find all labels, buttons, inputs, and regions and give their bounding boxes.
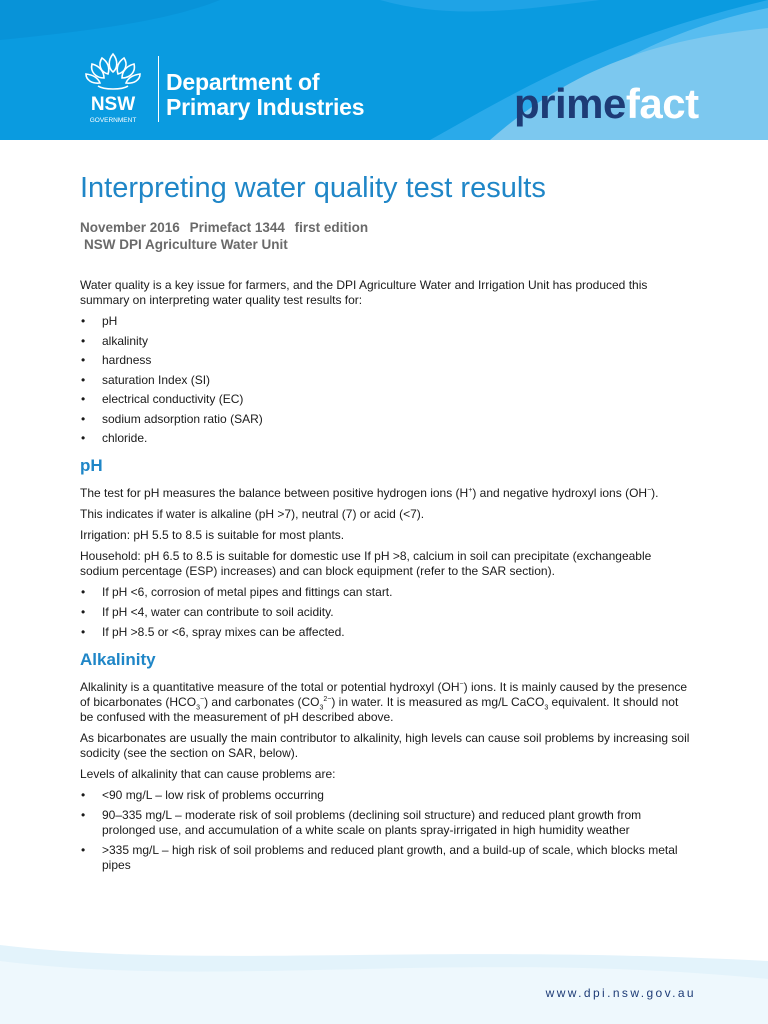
logo-divider <box>158 56 159 122</box>
list-item: • sodium adsorption ratio (SAR) <box>80 412 690 427</box>
meta-edition: first edition <box>294 220 369 235</box>
intro-paragraph: Water quality is a key issue for farmers, and the DPI Agriculture Water and Irrigation Unit has produced this summary on interpreting water quality test results for: <box>80 278 648 307</box>
footer-wave <box>0 939 768 1024</box>
primefact-brand <box>514 78 699 130</box>
department-line-1: Department of <box>166 69 320 95</box>
department-line-2: Primary Industries <box>166 94 365 120</box>
list-item: • If pH >8.5 or <6, spray mixes can be affected. <box>80 625 690 640</box>
section-heading-alkalinity: Alkalinity <box>80 650 156 669</box>
ph-list <box>80 585 690 640</box>
header-banner <box>0 0 768 140</box>
list-item: • 90–335 mg/L – moderate risk of soil problems (declining soil structure) and reduced plant growth from prolonged use, and accumulation of a white scale on plants spray-irrigated in high humidity weather <box>80 808 690 838</box>
alkalinity-paragraph-1: Alkalinity is a quantitative measure of the total or potential hydroxyl (OH−) ions. It is mainly caused by the presence of bicarbonates $(HCO_3^-)$ and carbonates $(CO_3^{2-})$ in water. It is measured as mg/L CaCO$_3$ equivalent. It should not be confused with the measurement of pH described above. <box>80 680 688 724</box>
intro-list <box>80 314 690 446</box>
list-item: • pH <box>80 314 690 329</box>
section-heading-ph: pH <box>80 456 103 475</box>
list-item: • If pH <4, water can contribute to soil acidity. <box>80 605 690 620</box>
document-body <box>80 278 690 879</box>
department-name <box>166 70 364 120</box>
meta-unit: NSW DPI Agriculture Water Unit <box>84 237 288 252</box>
brand-fact: fact <box>625 80 699 127</box>
brand-prime: prime <box>514 80 626 127</box>
list-item: • alkalinity <box>80 334 690 349</box>
list-item: • electrical conductivity (EC) <box>80 392 690 407</box>
meta-date: November 2016 <box>80 220 180 235</box>
document-meta <box>80 219 368 253</box>
list-item: • hardness <box>80 353 690 368</box>
website-link[interactable]: www.dpi.nsw.gov.au <box>545 986 696 1000</box>
list-item: • If pH <6, corrosion of metal pipes and fittings can start. <box>80 585 690 600</box>
logo-nsw-text: NSW <box>90 94 136 115</box>
alkalinity-paragraph-2: As bicarbonates are usually the main contributor to alkalinity, high levels can cause soil problems by increasing soil sodicity (see the section on SAR, below). <box>80 731 690 760</box>
ph-paragraph-2: This indicates if water is alkaline (pH >7), neutral (7) or acid (<7). <box>80 507 425 521</box>
logo-government-text: GOVERNMENT <box>89 117 137 124</box>
list-item: • chloride. <box>80 431 690 446</box>
waratah-icon <box>78 50 148 130</box>
list-item: • <90 mg/L – low risk of problems occurring <box>80 788 690 803</box>
ph-paragraph-4: Household: pH 6.5 to 8.5 is suitable for domestic use If pH >8, calcium in soil can precipitate (exchangeable sodium percentage (ESP) increases) and can block equipment (refer to the SAR section). <box>80 549 652 578</box>
list-item: • saturation Index (SI) <box>80 373 690 388</box>
footer-band <box>0 939 768 1024</box>
alkalinity-list <box>80 788 690 873</box>
ph-paragraph-1: The test for pH measures the balance between positive hydrogen ions (H+) and negative hydroxyl ions (OH−). <box>80 486 659 500</box>
page-title: Interpreting water quality test results <box>80 172 546 204</box>
alkalinity-paragraph-3: Levels of alkalinity that can cause problems are: <box>80 767 336 781</box>
nsw-government-logo <box>78 50 148 130</box>
list-item: • >335 mg/L – high risk of soil problems and reduced plant growth, and a build-up of scale, which blocks metal pipes <box>80 843 690 873</box>
meta-number: Primefact 1344 <box>189 220 285 235</box>
ph-paragraph-3: Irrigation: pH 5.5 to 8.5 is suitable for most plants. <box>80 528 345 542</box>
